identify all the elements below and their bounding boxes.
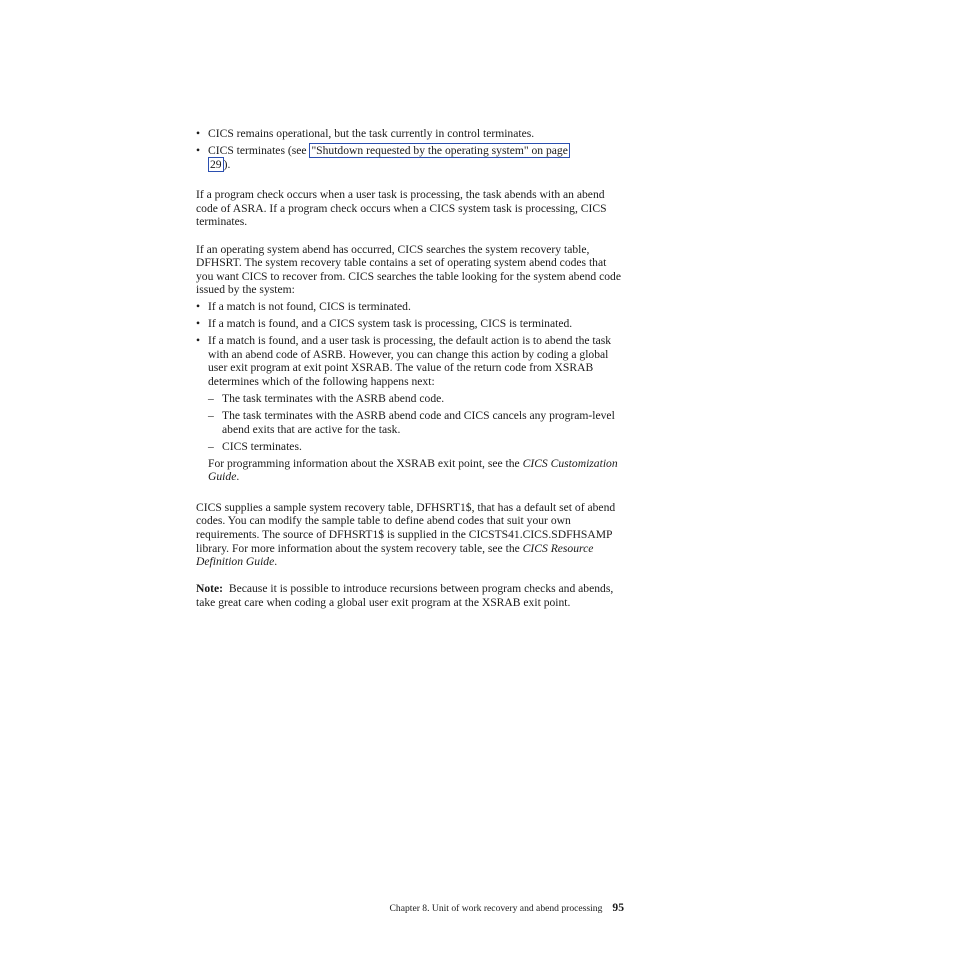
list-item-text: ). bbox=[223, 157, 231, 171]
list-item bbox=[208, 409, 624, 436]
list-item bbox=[208, 440, 624, 454]
list-item-text: The task terminates with the ASRB abend code and CICS cancels any program-level abend exits that are active for the task. bbox=[222, 409, 615, 436]
page-number: 95 bbox=[612, 901, 624, 914]
list-item-text: If a match is found, and a user task is processing, the default action is to abend the task with an abend code of ASRB. However, you can change this action by coding a global user exit program at exit point XSRAB. The value of the return code from XSRAB determines which of the following happens next: bbox=[208, 334, 612, 389]
document-body bbox=[196, 127, 624, 610]
chapter-title: Chapter 8. Unit of work recovery and abend processing bbox=[389, 903, 603, 914]
list-item bbox=[196, 334, 624, 484]
note-label: Note: bbox=[196, 582, 224, 596]
list-item bbox=[196, 317, 624, 331]
sample-table-end: . bbox=[274, 555, 278, 569]
match-list bbox=[196, 300, 624, 483]
list-item bbox=[208, 392, 624, 406]
list-item-text: CICS remains operational, but the task currently in control terminates. bbox=[208, 127, 535, 140]
programming-info-paragraph bbox=[208, 457, 624, 484]
paragraph-sample-table bbox=[196, 501, 624, 569]
page-footer bbox=[370, 901, 624, 914]
list-item-text: If a match is not found, CICS is terminated. bbox=[208, 300, 411, 314]
list-item bbox=[196, 144, 624, 171]
shutdown-link[interactable]: "Shutdown requested by the operating system" on page bbox=[311, 143, 568, 157]
list-item-text: If a match is found, and a CICS system task is processing, CICS is terminated. bbox=[208, 317, 573, 331]
list-item bbox=[196, 300, 624, 314]
resource-definition-guide-title: CICS Resource Definition Guide bbox=[196, 541, 594, 569]
list-item-text: CICS terminates (see bbox=[208, 143, 310, 157]
paragraph-os-abend: If an operating system abend has occurred, CICS searches the system recovery table, DFHSRT. The system recovery table contains a set of operating system abend codes that you want CICS to recover from. CICS searches the table looking for the system abend code issued by the system: bbox=[196, 242, 622, 297]
programming-info-end: . bbox=[236, 470, 240, 484]
customization-guide-title: CICS Customization Guide bbox=[208, 456, 618, 484]
note-text: Because it is possible to introduce recursions between program checks and abends, take great care when coding a global user exit program at the XSRAB exit point. bbox=[196, 582, 614, 609]
list-item-text: The task terminates with the ASRB abend code. bbox=[222, 392, 445, 406]
sample-table-text: CICS supplies a sample system recovery table, DFHSRT1$, that has a default set of abend codes. You can modify the sample table to define abend codes that suit your own requirements. The source of DFHSRT1$ is supplied in the CICSTS41.CICS.SDFHSAMP library. For more information about the system recovery table, see the bbox=[196, 500, 616, 555]
list-item-text: CICS terminates. bbox=[222, 439, 302, 453]
outcome-list bbox=[196, 127, 624, 171]
paragraph-program-check: If a program check occurs when a user task is processing, the task abends with an abend code of ASRA. If a program check occurs when a CICS system task is processing, CICS terminates. bbox=[196, 188, 607, 229]
note-paragraph bbox=[196, 582, 624, 609]
list-item bbox=[196, 127, 624, 141]
programming-info-text: For programming information about the XSRAB exit point, see the bbox=[208, 456, 523, 470]
page-29-link[interactable]: 29 bbox=[210, 157, 222, 171]
xsrab-outcome-list bbox=[208, 392, 624, 453]
